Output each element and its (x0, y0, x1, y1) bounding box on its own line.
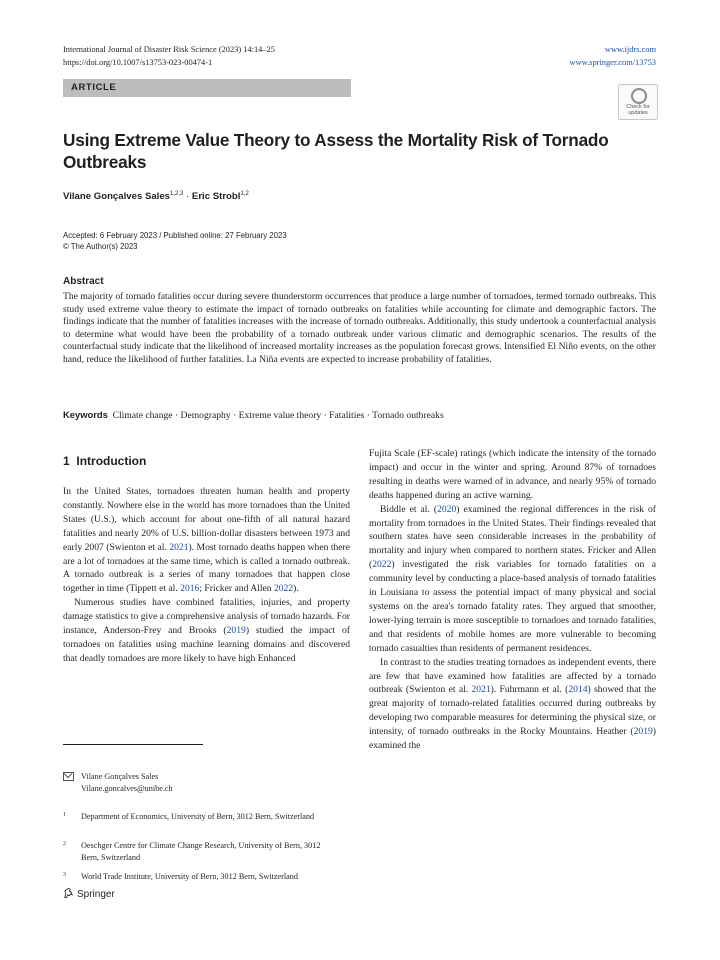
paragraph-text: ) examined the (369, 726, 656, 752)
springer-site-link[interactable]: www.springer.com/13753 (569, 58, 656, 67)
paragraph-text: ) studied the impact of tornadoes on fatalities using machine learning domains and discovered that deadly tornadoes are more likely to have high Enhanced (63, 625, 351, 664)
citation-link[interactable]: 2014 (568, 684, 588, 696)
left-column (63, 485, 350, 666)
article-type-bar (63, 79, 351, 97)
section-number: 1 (63, 454, 70, 468)
journal-citation: International Journal of Disaster Risk Science (2023) 14:14–25 (63, 45, 275, 54)
section-heading (63, 454, 146, 468)
author-affiliation-marks: 1,2 (240, 191, 249, 197)
springer-horse-icon (63, 887, 74, 899)
paragraph-text: ; Fricker and Allen (199, 583, 274, 595)
envelope-icon (63, 772, 74, 781)
copyright-line: © The Author(s) 2023 (63, 242, 138, 251)
accepted-published-dates: Accepted: 6 February 2023 / Published online: 27 February 2023 (63, 231, 287, 240)
contact-name: Vilane Gonçalves Sales (81, 772, 159, 781)
paragraph-text: ) investigated the risk variables for tornado fatalities on a community level by conducting a place-based analysis of tornado fatalities in Louisiana to assess the potential impact of many physical and social systems on the area's tornado fatality rates. They argued that smoother, lower-lying terrain is more susceptible to tornadoes and tornado fatalities, and that residents of mobile homes are more vulnerable to becoming tornado casualties than residents of permanent residences. (369, 559, 656, 654)
publication-dates (63, 230, 287, 252)
paragraph: Fujita Scale (EF-scale) ratings (which indicate the intensity of the tornado impact) and occur in the winter and spring. Around 87% of tornadoes resulting in deaths were warned of in advance, and nearly 95% of tornado deaths happened during an active warning. (369, 448, 656, 501)
keywords-line (63, 409, 444, 421)
keywords-list: Climate change · Demography · Extreme value theory · Fatalities · Tornado outbreaks (112, 410, 444, 421)
affiliation-text: Department of Economics, University of Bern, 3012 Bern, Switzerland (81, 812, 315, 821)
citation-link[interactable]: 2016 (180, 583, 200, 595)
publisher-name: Springer (77, 889, 115, 900)
footnote-number: 3 (63, 872, 66, 878)
paper-title: Using Extreme Value Theory to Assess the Mortality Risk of Tornado Outbreaks (63, 130, 609, 172)
doi-link[interactable]: https://doi.org/10.1007/s13753-023-00474-1 (63, 58, 213, 67)
paragraph (63, 485, 350, 596)
journal-site-link[interactable]: www.ijdrs.com (604, 45, 656, 54)
right-column (369, 447, 656, 753)
check-updates-icon (631, 88, 647, 104)
paragraph-text: ). (293, 583, 299, 595)
citation-link[interactable]: 2022 (372, 559, 392, 571)
section-title: Introduction (76, 454, 147, 468)
publisher-logo (63, 887, 115, 900)
paragraph-text: ). Fuhrmann et al. ( (490, 684, 569, 696)
paragraph-text: ) showed that the great majority of tornado-related fatalities occurred during outbreaks by developing two comparable measures for determining the physical size, or intensity, of tornado outbreaks in the Rocky Mountains. Heather ( (369, 684, 657, 738)
paragraph-text: In the United States, tornadoes threaten human health and property constantly. Nowhere else in the world has more tornadoes than the United States (U.S.), which account for about one-fifth of all natural hazard fatalities and nearly 20% of U.S. billion-dollar disasters between 1973 and early 2007 (Swienton et al. (63, 486, 350, 553)
paragraph-text: ). Most tornado deaths happen when there are a lot of tornadoes at the same time, which is called a tornado outbreak. A tornado outbreak is a series of many tornadoes that happen close together in time (Tippett et al. (63, 541, 350, 595)
paragraph (369, 503, 656, 656)
author-name[interactable]: Vilane Gonçalves Sales (63, 191, 171, 203)
paragraph-text: Numerous studies have combined fatalities, injuries, and property damage statistics to give a comprehensive analysis of tornado hazards. For instance, Anderson-Frey and Brooks ( (63, 597, 350, 637)
article-type-label: ARTICLE (71, 82, 117, 93)
journal-websites (570, 43, 656, 69)
check-for-updates-badge[interactable] (618, 84, 658, 120)
citation-link[interactable]: 2020 (437, 503, 457, 515)
journal-header (63, 43, 275, 69)
check-updates-label: Check for updates (626, 104, 650, 116)
citation-link[interactable]: 2021 (169, 541, 189, 553)
footnote-number: 1 (63, 812, 66, 818)
author-name[interactable]: Eric Strobl (191, 191, 241, 203)
paragraph-text: In contrast to the studies treating tornadoes as independent events, there are few that have examined how fatalities are affected by a tornado outbreak (Swienton et al. (369, 656, 656, 696)
citation-link[interactable]: 2019 (226, 625, 246, 637)
author-separator: · (183, 191, 192, 203)
abstract-text: The majority of tornado fatalities occur during severe thunderstorm occurrences that produce a large number of tornadoes, termed tornado outbreaks. This study used extreme value theory to estimate the impact of tornado outbreaks on fatalities while accounting for climate and demographic factors. The findings indicate that the number of fatalities increases with the increase of tornado outbreaks. Additionally, this study undertook a counterfactual analysis to determine what would have been the probability of a tornado outbreak under various climatic and demographic scenarios. The results of the counterfactual study indicate that the likelihood of increased mortality increases as the population forecast grows. Intensified El Niño events, on the other hand, reduce the likelihood of further fatalities. La Niña events are expected to increase probability of fatalities. (63, 291, 656, 365)
author-list (63, 191, 249, 202)
footnote-divider (63, 744, 203, 745)
citation-link[interactable]: 2022 (273, 583, 294, 595)
keywords-label: Keywords (63, 409, 108, 420)
paragraph (369, 656, 656, 753)
affiliation-text: World Trade Institute, University of Bern, 3012 Bern, Switzerland (81, 872, 298, 881)
citation-link[interactable]: 2021 (471, 684, 491, 696)
contact-block (81, 771, 321, 794)
paragraph (63, 596, 350, 666)
affiliation-text: Oeschger Centre for Climate Change Research, University of Bern, 3012 Bern, Switzerland (81, 841, 321, 862)
author-affiliation-marks: 1,2,3 (170, 191, 184, 197)
contact-email[interactable]: Vilane.goncalves@unibe.ch (81, 783, 173, 793)
paragraph-text: Biddle et al. ( (380, 503, 438, 515)
footnote-number: 2 (63, 841, 66, 847)
citation-link[interactable]: 2019 (633, 726, 653, 738)
paragraph-text: ) examined the regional differences in the risk of mortality from tornadoes in the United States. Their findings revealed that southern states have seen considerable increases in the probability of mortality and injury when compared to northern states. Fricker and Allen ( (369, 503, 656, 571)
abstract-heading: Abstract (63, 276, 104, 287)
